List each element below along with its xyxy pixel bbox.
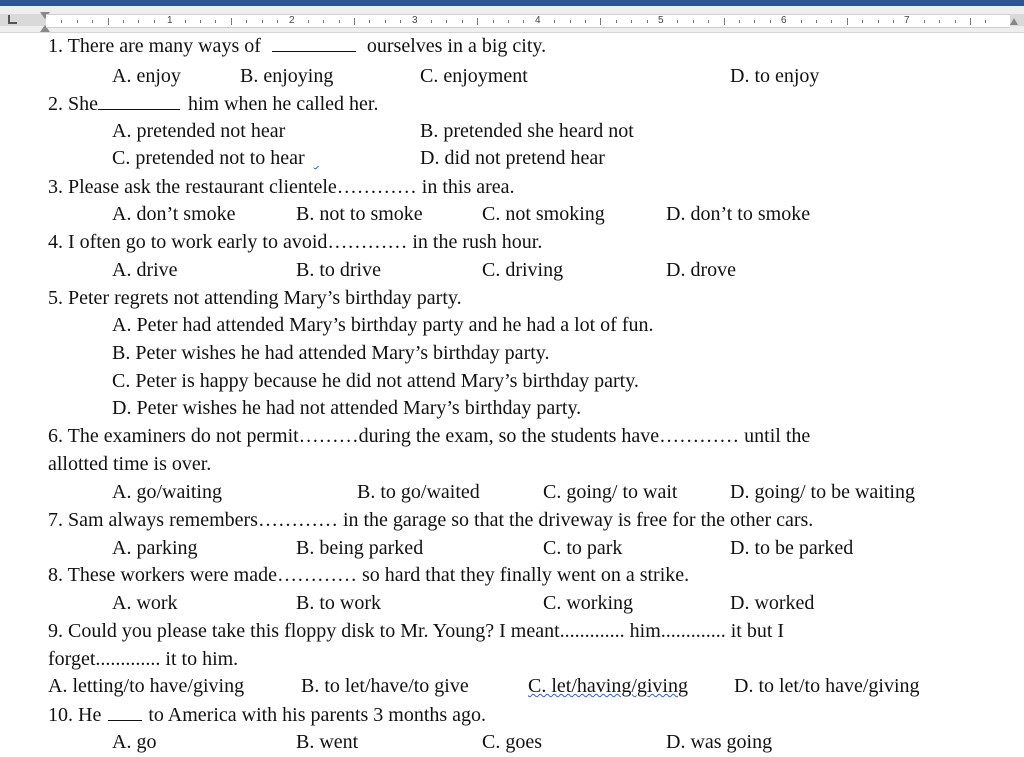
ruler-tick — [801, 20, 802, 23]
option: B. Peter wishes he had attended Mary’s birthday party. — [112, 342, 550, 364]
question-4: 4. I often go to work early to avoid………… in the rush hour. — [48, 231, 543, 253]
ruler-tick — [616, 20, 617, 23]
document-page[interactable] — [0, 33, 1024, 757]
question-1 — [48, 33, 546, 58]
ruler-tick — [831, 20, 832, 23]
ruler-tick — [277, 20, 278, 23]
option: D. going/ to be waiting — [730, 481, 915, 503]
ruler-tick — [939, 20, 940, 23]
ruler-tick — [92, 20, 93, 23]
option: D. worked — [730, 592, 815, 614]
ruler-tick — [400, 20, 401, 23]
ruler-tick — [262, 20, 263, 23]
option — [112, 146, 382, 170]
question-3: 3. Please ask the restaurant clientele………… in this area. — [48, 176, 515, 198]
ruler-tick — [123, 20, 124, 23]
option: C. enjoyment — [420, 65, 528, 87]
ruler-tick — [77, 20, 78, 23]
option: A. parking — [112, 537, 198, 559]
ruler-tick — [770, 20, 771, 23]
ruler-tick — [200, 20, 201, 23]
ruler-tick — [924, 20, 925, 23]
ruler-tick — [61, 20, 62, 23]
ruler-tick — [955, 20, 956, 23]
ruler-tick — [816, 20, 817, 23]
spelling-squiggle — [314, 146, 382, 170]
ruler-tick — [369, 20, 370, 23]
ruler-tick — [308, 20, 309, 23]
option: B. to drive — [296, 259, 381, 281]
question-stem: 1. There are many ways of — [48, 35, 261, 57]
option: D. don’t to smoke — [666, 203, 811, 225]
option: D. was going — [666, 731, 773, 753]
ruler-tick — [431, 20, 432, 23]
ruler-number: 4 — [535, 15, 541, 26]
ruler-tick — [138, 20, 139, 23]
option: B. went — [296, 731, 359, 753]
question-5: 5. Peter regrets not attending Mary’s birthday party. — [48, 287, 462, 309]
question-stem: ourselves in a big city. — [366, 35, 547, 57]
option: C. working — [543, 592, 633, 614]
ruler-tick — [477, 18, 478, 25]
option: A. go/waiting — [112, 481, 222, 503]
option: D. to be parked — [730, 537, 854, 559]
ruler-scale — [46, 14, 1010, 28]
ruler-tick — [339, 20, 340, 23]
option: B. to work — [296, 592, 381, 614]
option — [528, 674, 688, 698]
ruler-tick — [862, 20, 863, 23]
ruler-tick — [677, 20, 678, 23]
option: B. not to smoke — [296, 203, 423, 225]
ruler-tick — [354, 18, 355, 25]
question-stem: 2. She — [48, 93, 98, 115]
option: C. to park — [543, 537, 623, 559]
option: A. letting/to have/giving — [48, 675, 245, 697]
option: C. not smoking — [482, 203, 605, 225]
answer-blank — [108, 702, 142, 721]
option: C. driving — [482, 259, 564, 281]
option-text: C. pretended not to hear — [112, 147, 305, 169]
question-stem: him when he called her. — [188, 93, 379, 115]
ruler-tick — [724, 18, 725, 25]
ruler-tick — [739, 20, 740, 23]
ruler-tick — [554, 20, 555, 23]
ruler-number: 1 — [167, 15, 173, 26]
ruler-number: 5 — [658, 15, 664, 26]
option: D. drove — [666, 259, 736, 281]
ruler-number: 2 — [289, 15, 295, 26]
ruler-tick — [231, 18, 232, 25]
ruler-number: 3 — [412, 15, 418, 26]
question-10 — [48, 702, 486, 727]
option: D. to let/to have/giving — [734, 675, 920, 697]
ruler-tick — [508, 20, 509, 23]
right-indent-icon[interactable] — [1010, 18, 1018, 25]
option: B. being parked — [296, 537, 424, 559]
ruler-tick — [108, 18, 109, 25]
option: B. to go/waited — [357, 481, 480, 503]
option: C. goes — [482, 731, 542, 753]
ruler-tick — [893, 20, 894, 23]
option: C. Peter is happy because he did not attend Mary’s birthday party. — [112, 370, 639, 392]
option: A. enjoy — [112, 65, 181, 87]
ruler-tick — [985, 20, 986, 23]
ruler-tick — [323, 20, 324, 23]
option: A. pretended not hear — [112, 120, 286, 142]
ruler-number: 7 — [904, 15, 910, 26]
ruler-tick — [154, 20, 155, 23]
ruler-tick — [647, 20, 648, 23]
option: C. going/ to wait — [543, 481, 678, 503]
ruler-tick — [585, 20, 586, 23]
ruler-tick — [693, 20, 694, 23]
ruler-tick — [754, 20, 755, 23]
question-9-continued: forget............. it to him. — [48, 648, 239, 670]
ruler-tick — [878, 20, 879, 23]
ruler-tick — [215, 20, 216, 23]
option-text: C. let/having/giving — [528, 675, 688, 697]
option: D. did not pretend hear — [420, 147, 605, 169]
question-6: 6. The examiners do not permit………during the exam, so the students have………… until the — [48, 425, 811, 447]
ruler-tick — [246, 20, 247, 23]
horizontal-ruler[interactable] — [0, 6, 1024, 33]
ruler-tick — [631, 20, 632, 23]
ruler-tick — [847, 18, 848, 25]
ruler-tick — [708, 20, 709, 23]
option: B. enjoying — [240, 65, 334, 87]
question-8: 8. These workers were made………… so hard that they finally went on a strike. — [48, 564, 690, 586]
question-7: 7. Sam always remembers………… in the garage so that the driveway is free for the other cars. — [48, 509, 814, 531]
option: A. work — [112, 592, 178, 614]
ruler-tick — [462, 20, 463, 23]
ruler-tick — [970, 18, 971, 25]
tab-selector-icon[interactable] — [8, 15, 17, 24]
option: A. don’t smoke — [112, 203, 236, 225]
ruler-tick — [185, 20, 186, 23]
ruler-tick — [600, 18, 601, 25]
ruler-number: 6 — [781, 15, 787, 26]
answer-blank — [272, 33, 356, 52]
option: B. pretended she heard not — [420, 120, 634, 142]
option: A. drive — [112, 259, 178, 281]
question-9: 9. Could you please take this floppy disk to Mr. Young? I meant............. him............. it but I — [48, 620, 785, 642]
question-2 — [48, 91, 379, 116]
ruler-tick — [493, 20, 494, 23]
answer-blank — [98, 91, 180, 110]
option: A. Peter had attended Mary’s birthday party and he had a lot of fun. — [112, 314, 654, 336]
option: D. to enjoy — [730, 65, 820, 87]
ruler-tick — [446, 20, 447, 23]
option: B. to let/have/to give — [301, 675, 469, 697]
ruler-tick — [523, 20, 524, 23]
ruler-tick — [385, 20, 386, 23]
option: D. Peter wishes he had not attended Mary’s birthday party. — [112, 397, 582, 419]
option: A. go — [112, 731, 157, 753]
question-stem: to America with his parents 3 months ago. — [148, 704, 487, 726]
question-stem: 10. He — [48, 704, 102, 726]
question-6-continued: allotted time is over. — [48, 453, 212, 475]
ruler-tick — [570, 20, 571, 23]
